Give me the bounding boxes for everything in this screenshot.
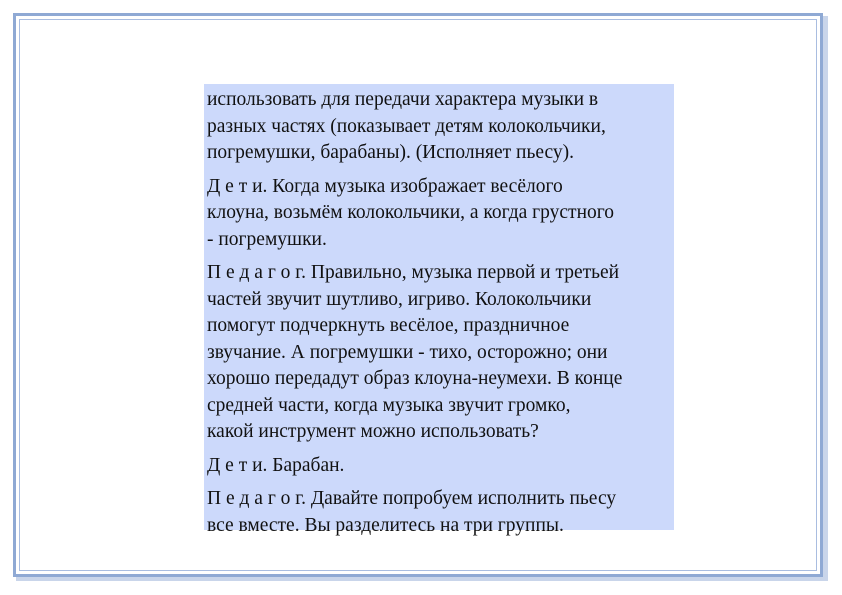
paragraph-intro: использовать для передачи характера музыки в разных частях (показывает детям колокольчики, погремушки, барабаны). (Исполняет пьесу). [207,89,606,163]
paragraph-teacher-1: П е д а г о г. Правильно, музыка первой и третьей частей звучит шутливо, игриво. Колокольчики помогут подчеркнуть весёлое, праздничное звучание. А погремушки - тихо, осторожно; они хорошо передадут образ клоуна-неумехи. В конце средней части, когда музыка звучит громко, какой инструмент можно использовать? [207,262,623,442]
paragraph-children-1: Д е т и. Когда музыка изображает весёлого клоуна, возьмём колокольчики, а когда грустного - погремушки. [207,175,615,250]
paragraph-teacher-2: П е д а г о г. Давайте попробуем исполнить пьесу все вместе. Вы разделитесь на три группы. [207,488,617,536]
frame-shadow-right [823,16,828,580]
frame-shadow-bottom [16,577,828,581]
text-box [204,84,674,536]
paragraph-children-2: Д е т и. Барабан. [207,454,345,476]
